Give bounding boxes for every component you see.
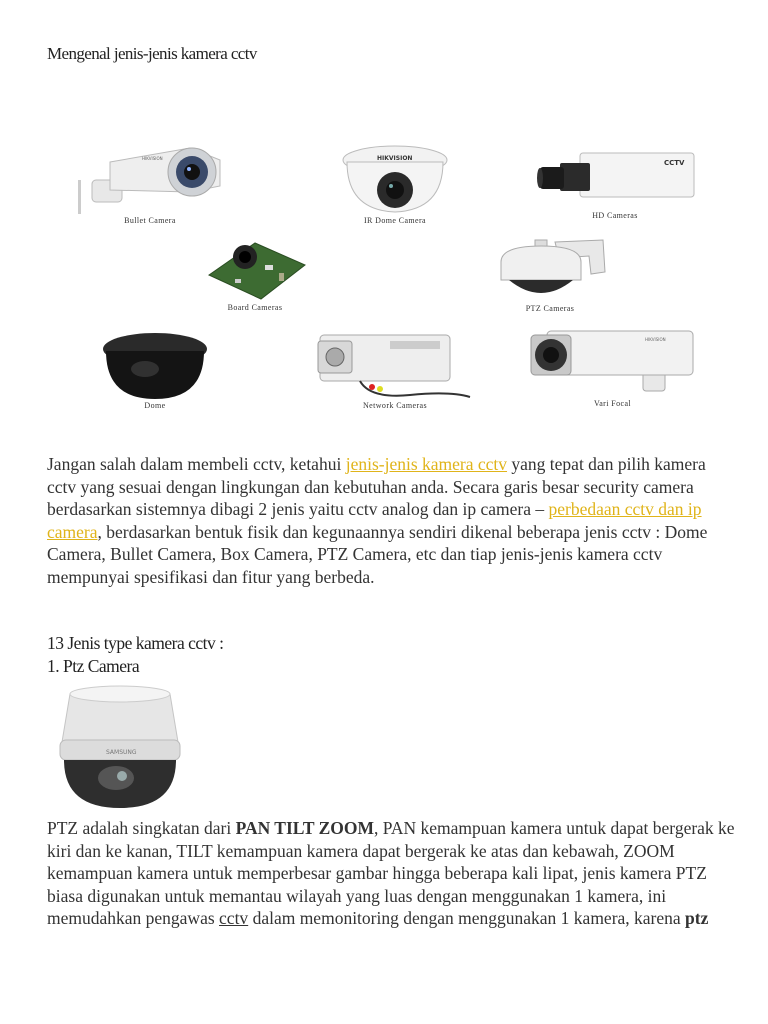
camera-label: Bullet Camera xyxy=(124,216,176,225)
ptz-dome-camera-icon xyxy=(50,680,190,812)
intro-text: , berdasarkan bentuk fisik dan kegunaannya sendiri dikenal beberapa jenis cctv : Dome Camera, Bullet Camera, Box Camera, PTZ Camera, etc dan tiap jenis-jenis kamera cctv mempunyai spesifikasi dan fitur yang berbeda. xyxy=(47,521,708,587)
dome-camera-figure xyxy=(100,321,210,410)
brand-mark: HIKVISION xyxy=(645,337,666,342)
camera-label: IR Dome Camera xyxy=(363,216,427,225)
intro-paragraph xyxy=(47,453,737,588)
intro-text: Jangan salah dalam membeli cctv, ketahui xyxy=(47,454,346,474)
brand-mark: CCTV xyxy=(664,159,685,167)
ptz-bold-term: PAN TILT ZOOM xyxy=(235,818,374,838)
ir-dome-camera-icon xyxy=(325,140,465,216)
link-jenis-jenis-kamera-cctv[interactable]: jenis-jenis kamera cctv xyxy=(345,454,508,474)
camera-label: PTZ Cameras xyxy=(525,304,575,313)
brand-mark: SAMSUNG xyxy=(106,749,137,756)
bullet-camera-figure xyxy=(70,140,230,225)
brand-mark: HIKVISION xyxy=(142,156,163,161)
ptz-text: , PAN kemampuan kamera untuk dapat bergerak ke kiri dan ke kanan, TILT kemampuan kamera dapat bergerak ke atas dan kebawah, ZOOM kemampuan kamera untuk memperbesar gambar hingga beberapa kali lipat, jenis kamera PTZ biasa digunakan untuk memantau wilayah yang luas dengan menggunakan 1 kamera, ini memudahkan pengawas xyxy=(47,818,735,928)
camera-label: Dome xyxy=(144,401,166,410)
ptz-camera-icon xyxy=(475,232,625,304)
intro-text: yang tepat dan pilih kamera cctv yang sesuai dengan lingkungan dan kebutuhan anda. Secara garis besar security camera berdasarkan sistemnya dibagi 2 jenis yaitu cctv analog dan ip camera – xyxy=(47,454,706,519)
board-camera-icon xyxy=(195,235,315,303)
network-camera-icon xyxy=(300,325,490,401)
bullet-camera-icon xyxy=(70,140,230,216)
link-perbedaan-cctv-dan-ip-camera[interactable]: perbedaan cctv dan ip camera xyxy=(47,499,702,542)
dome-camera-icon xyxy=(100,321,210,401)
vari-focal-camera-figure xyxy=(525,325,700,408)
camera-label: Board Cameras xyxy=(227,303,283,312)
board-camera-figure xyxy=(195,235,315,312)
ptz-description-paragraph xyxy=(47,817,737,930)
ptz-bold-term: ptz xyxy=(685,908,709,928)
hd-camera-figure xyxy=(530,145,700,220)
network-camera-figure xyxy=(300,325,490,410)
camera-types-image xyxy=(60,135,720,420)
camera-label: Vari Focal xyxy=(593,399,632,408)
hd-camera-icon xyxy=(530,145,700,211)
ir-dome-camera-figure xyxy=(325,140,465,225)
vari-focal-camera-icon xyxy=(525,325,700,399)
camera-label: Network Cameras xyxy=(363,401,427,410)
camera-label: HD Cameras xyxy=(592,211,638,220)
cctv-underlined: cctv xyxy=(219,908,249,928)
ptz-camera-figure xyxy=(475,232,625,313)
item-heading-ptz-camera: 1. Ptz Camera xyxy=(47,656,140,676)
brand-mark: HIKVISION xyxy=(377,155,413,162)
ptz-text: dalam memonitoring dengan menggunakan 1 kamera, karena xyxy=(248,908,686,928)
ptz-text: PTZ adalah singkatan dari xyxy=(47,818,236,838)
ptz-camera-photo xyxy=(50,680,190,817)
list-heading: 13 Jenis type kamera cctv : xyxy=(47,633,224,653)
document-title: Mengenal jenis-jenis kamera cctv xyxy=(47,44,257,63)
